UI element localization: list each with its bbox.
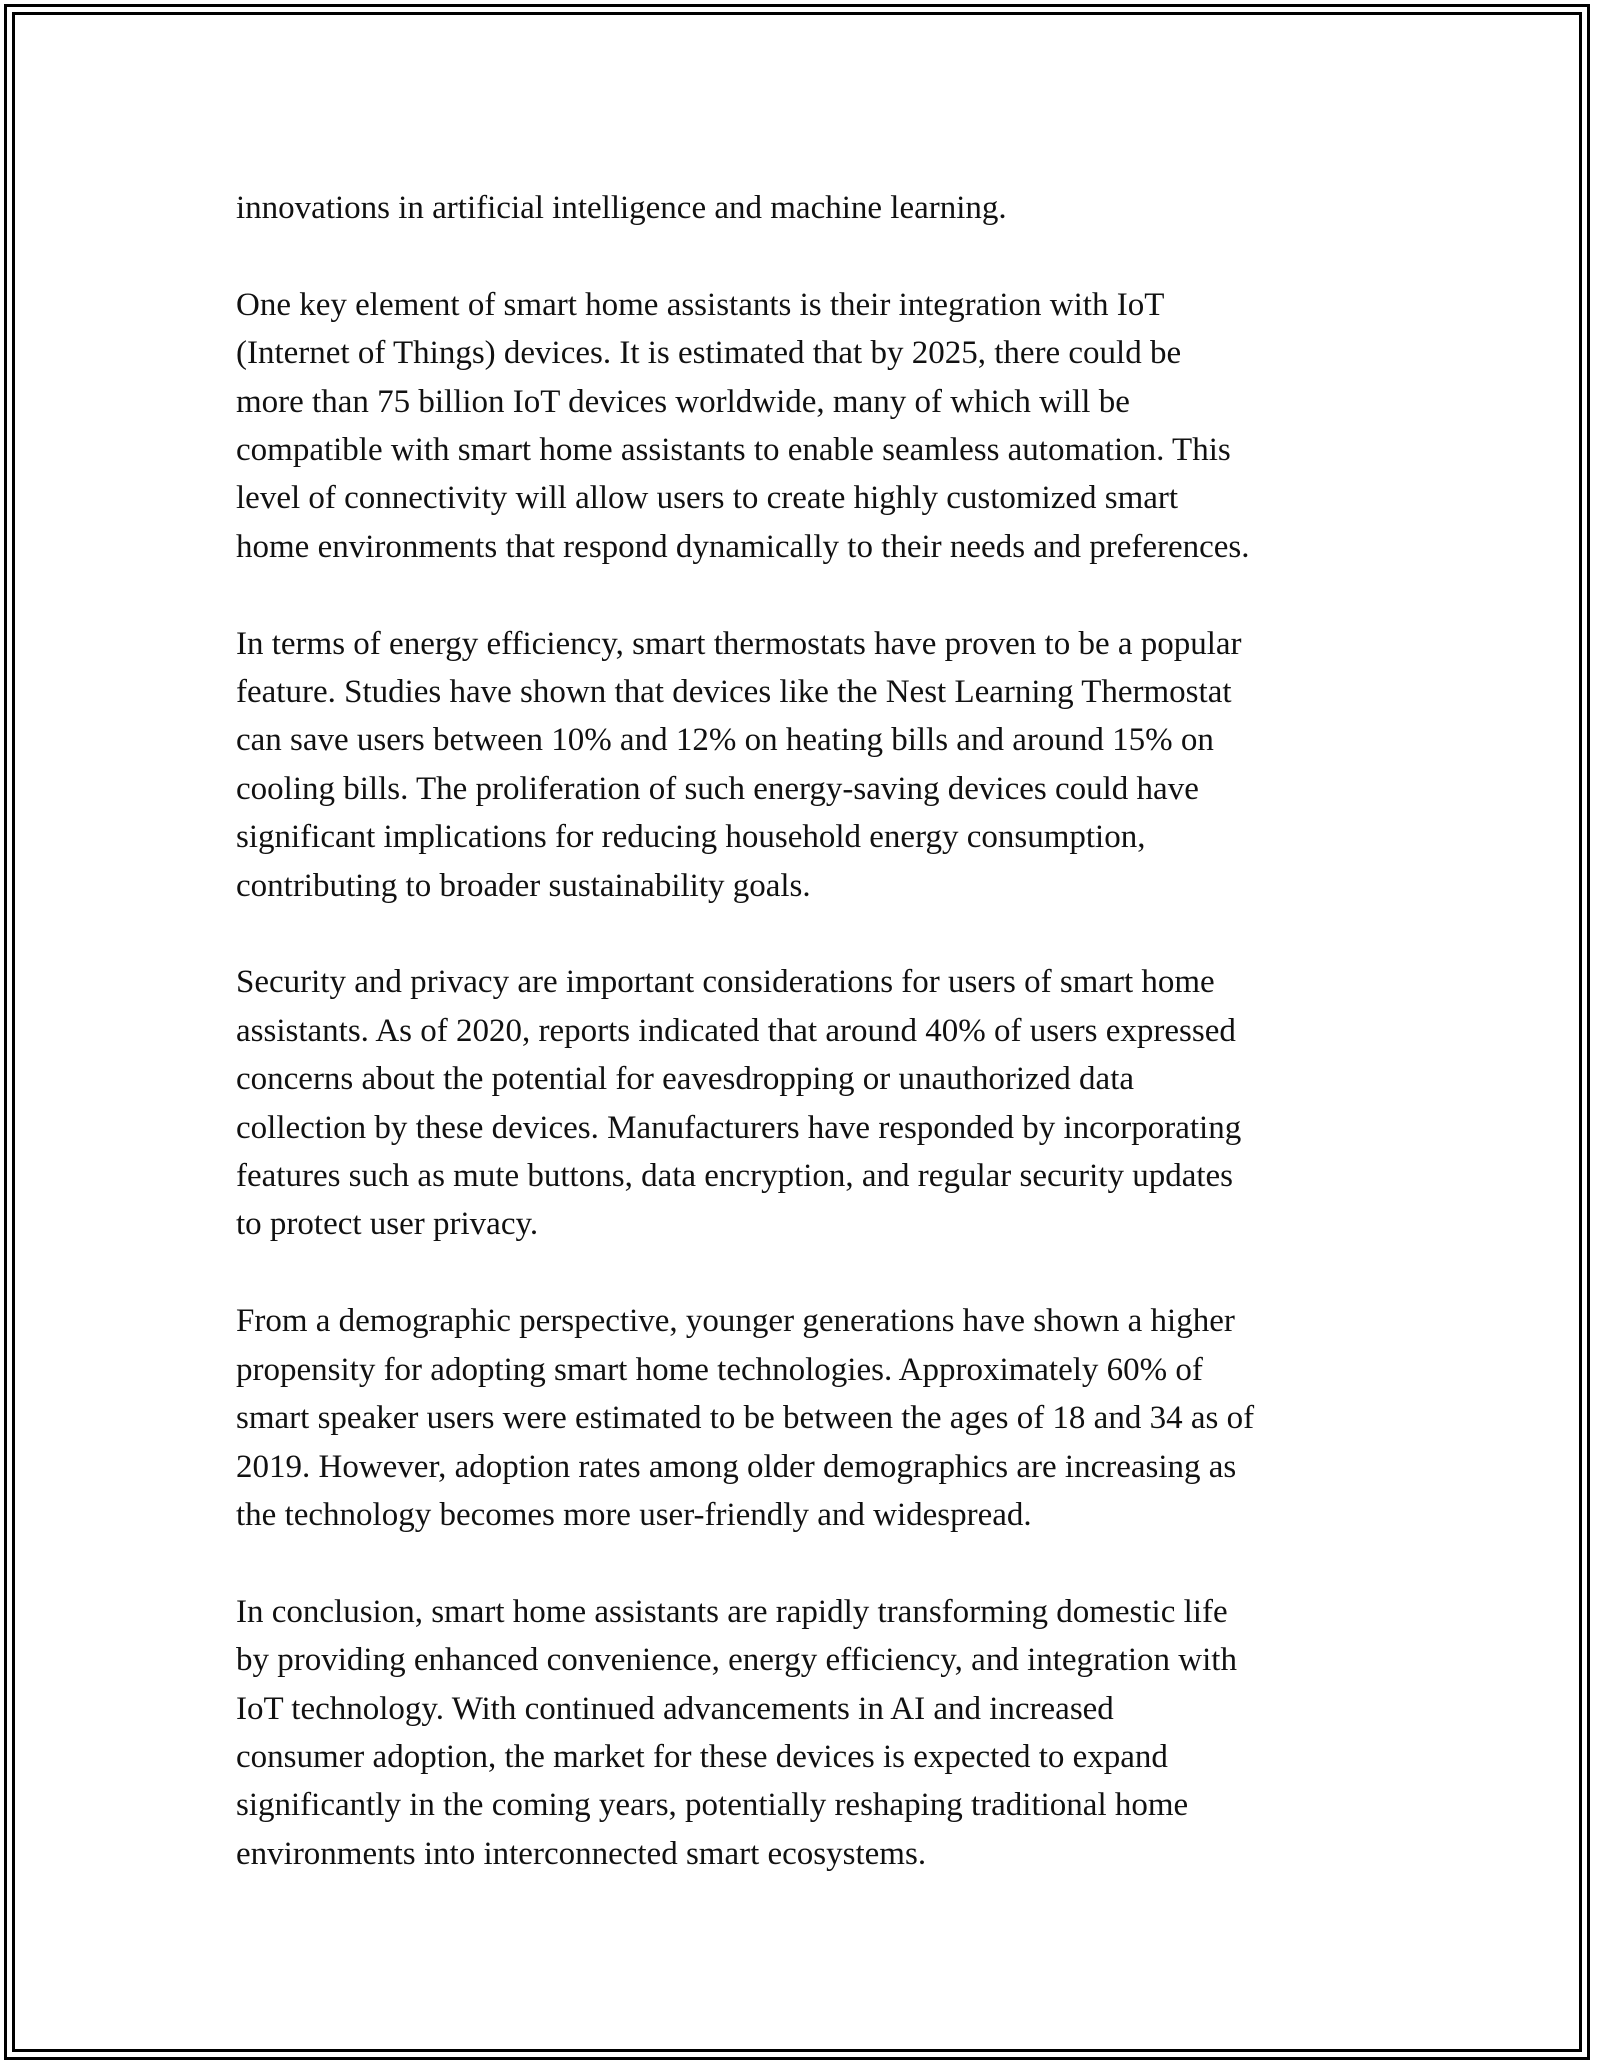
paragraph-ai-innovations: innovations in artificial intelligence and machine learning. [236, 190, 1007, 226]
paragraph-security-privacy: Security and privacy are important considerations for users of smart home assistants. As of 2020, reports indicated that around 40% of users expressed concerns about the potential for eavesdropping or unauthorized data collection by these devices. Manufacturers have responded by incorporating features such as mute buttons, data encryption, and regular security updates to protect user privacy. [236, 964, 1242, 1243]
paragraph-energy-efficiency: In terms of energy efficiency, smart thermostats have proven to be a popular feature. Studies have shown that devices like the Nest Learning Thermostat can save users between 10% and 12% on heating bills and around 15% on cooling bills. The proliferation of such energy-saving devices could have significant implications for reducing household energy consumption, contributing to broader sustainability goals. [236, 625, 1242, 904]
paragraph-demographics: From a demographic perspective, younger generations have shown a higher propensity for adopting smart home technologies. Approximately 60% of smart speaker users were estimated to be between the ages of 18 and 34 as of 2019. However, adoption rates among older demographics are increasing as the technology becomes more user-friendly and widespread. [236, 1303, 1255, 1533]
paragraph-iot-integration: One key element of smart home assistants is their integration with IoT (Internet of Things) devices. It is estimated that by 2025, there could be more than 75 billion IoT devices worldwide, many of which will be compatible with smart home assistants to enable seamless automation. This level of connectivity will allow users to create highly customized smart home environments that respond dynamically to their needs and preferences. [236, 286, 1250, 565]
paragraph-conclusion: In conclusion, smart home assistants are rapidly transforming domestic life by providing enhanced convenience, energy efficiency, and integration with IoT technology. With continued advancements in AI and increased consumer adoption, the market for these devices is expected to expand significantly in the coming years, potentially reshaping traditional home environments into interconnected smart ecosystems. [236, 1593, 1237, 1872]
document-body [236, 184, 1386, 1927]
